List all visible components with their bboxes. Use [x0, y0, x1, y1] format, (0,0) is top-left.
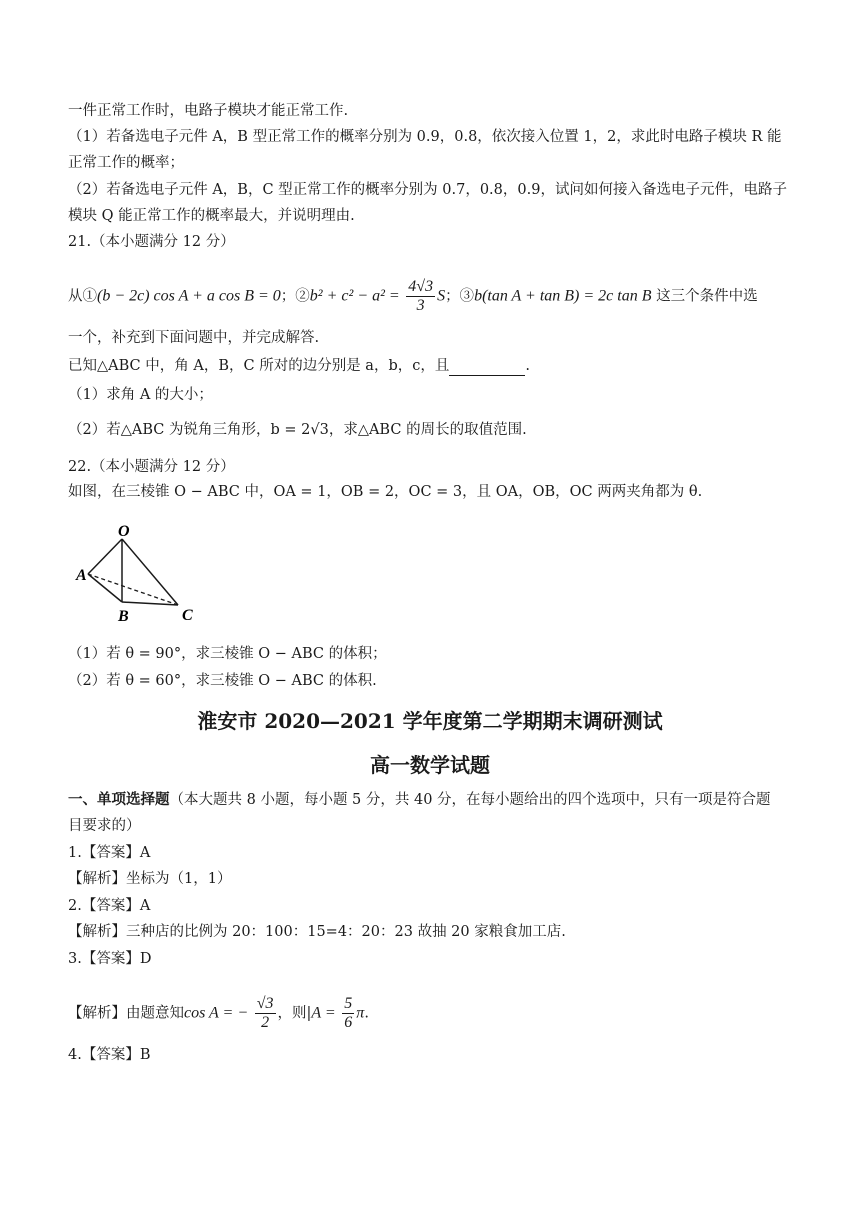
vertex-label-o: O [118, 523, 130, 540]
formula-3: b(tan A + tan B) = 2c tan B [474, 287, 652, 305]
text-line [68, 356, 530, 376]
text-span: 从① [68, 288, 97, 305]
text-line: （1）若 θ = 90°，求三棱锥 O − ABC 的体积； [68, 646, 387, 662]
text-line: （2）若备选电子元件 A，B，C 型正常工作的概率分别为 0.7，0.8，0.9，试问如何接入备选电子元件，电路子 [68, 182, 787, 198]
fraction-numerator: √3 [256, 995, 274, 1012]
answer-line: 3.【答案】D [68, 951, 152, 967]
fraction [406, 278, 435, 315]
text-line: 模块 Q 能正常工作的概率最大，并说明理由. [68, 208, 355, 224]
vertex-label-a: A [76, 567, 87, 584]
text-line: （2）若 θ = 60°，求三棱锥 O − ABC 的体积. [68, 673, 377, 689]
fraction-denominator: 2 [261, 1014, 270, 1031]
text-line: （1）若备选电子元件 A，B 型正常工作的概率分别为 0.9，0.8，依次接入位置 1，2，求此时电路子模块 R 能 [68, 129, 782, 145]
answer-blank [449, 361, 525, 376]
answer-line: 2.【答案】A [68, 898, 151, 914]
fraction-numerator: 4√3 [408, 278, 434, 295]
text-line: （1）求角 A 的大小； [68, 387, 213, 403]
explanation-line: 【解析】三种店的比例为 20：100：15=4：20：23 故抽 20 家粮食加工店. [68, 924, 566, 940]
page-subtitle: 高一数学试题 [370, 753, 490, 777]
text-line: 目要求的） [68, 818, 141, 834]
formula-var: S [437, 287, 446, 305]
section-header [68, 790, 771, 810]
text-span: 已知△ABC 中，角 A，B，C 所对的边分别是 a，b，c，且 [68, 358, 450, 374]
text-line: 一个，补充到下面问题中，并完成解答. [68, 330, 320, 346]
explanation-line: 【解析】坐标为（1，1） [68, 871, 232, 887]
explanation-line [68, 995, 369, 1032]
text-span: ，则| [277, 1005, 312, 1022]
formula-angle: A = [311, 1004, 336, 1022]
formula-cos: cos A = − [184, 1004, 249, 1022]
vertex-label-b: B [118, 608, 129, 625]
fraction-denominator: 6 [344, 1014, 353, 1031]
question-header: 21.（本小题满分 12 分） [68, 234, 235, 250]
edge-ab [88, 574, 122, 602]
fraction-denominator: 3 [416, 297, 425, 314]
text-line: 一件正常工作时，电路子模块才能正常工作. [68, 103, 349, 119]
pyramid-figure [74, 522, 210, 628]
fraction [342, 995, 354, 1032]
answer-line: 4.【答案】B [68, 1047, 151, 1063]
text-span: ；③ [445, 288, 475, 305]
section-description: （本大题共 8 小题，每小题 5 分，共 40 分，在每小题给出的四个选项中，只有一项是符合题 [169, 792, 771, 808]
condition-line [68, 278, 758, 315]
formula-1: (b − 2c) cos A + a cos B = 0 [97, 287, 281, 305]
question-header: 22.（本小题满分 12 分） [68, 459, 235, 475]
text-line: （2）若△ABC 为锐角三角形，b = 2√3，求△ABC 的周长的取值范围. [68, 422, 527, 438]
section-title: 一、单项选择题 [68, 791, 170, 808]
formula-2: b² + c² − a² = [309, 287, 400, 305]
edge-oa [88, 539, 122, 574]
text-span: 这三个条件中选 [651, 288, 758, 305]
fraction [255, 995, 276, 1032]
text-span: 【解析】由题意知 [68, 1005, 184, 1022]
vertex-label-c: C [182, 607, 193, 624]
text-line: 正常工作的概率； [68, 155, 184, 171]
fraction-numerator: 5 [344, 995, 353, 1012]
text-span: ；② [280, 288, 310, 305]
text-span: . [525, 358, 530, 374]
page-title: 淮安市 2020—2021 学年度第二学期期末调研测试 [197, 709, 663, 733]
text-line: 如图，在三棱锥 O − ABC 中，OA = 1，OB = 2，OC = 3，且 OA，OB，OC 两两夹角都为 θ. [68, 484, 703, 500]
formula-pi: π [356, 1004, 365, 1022]
text-span: . [364, 1005, 369, 1022]
answer-line: 1.【答案】A [68, 845, 151, 861]
